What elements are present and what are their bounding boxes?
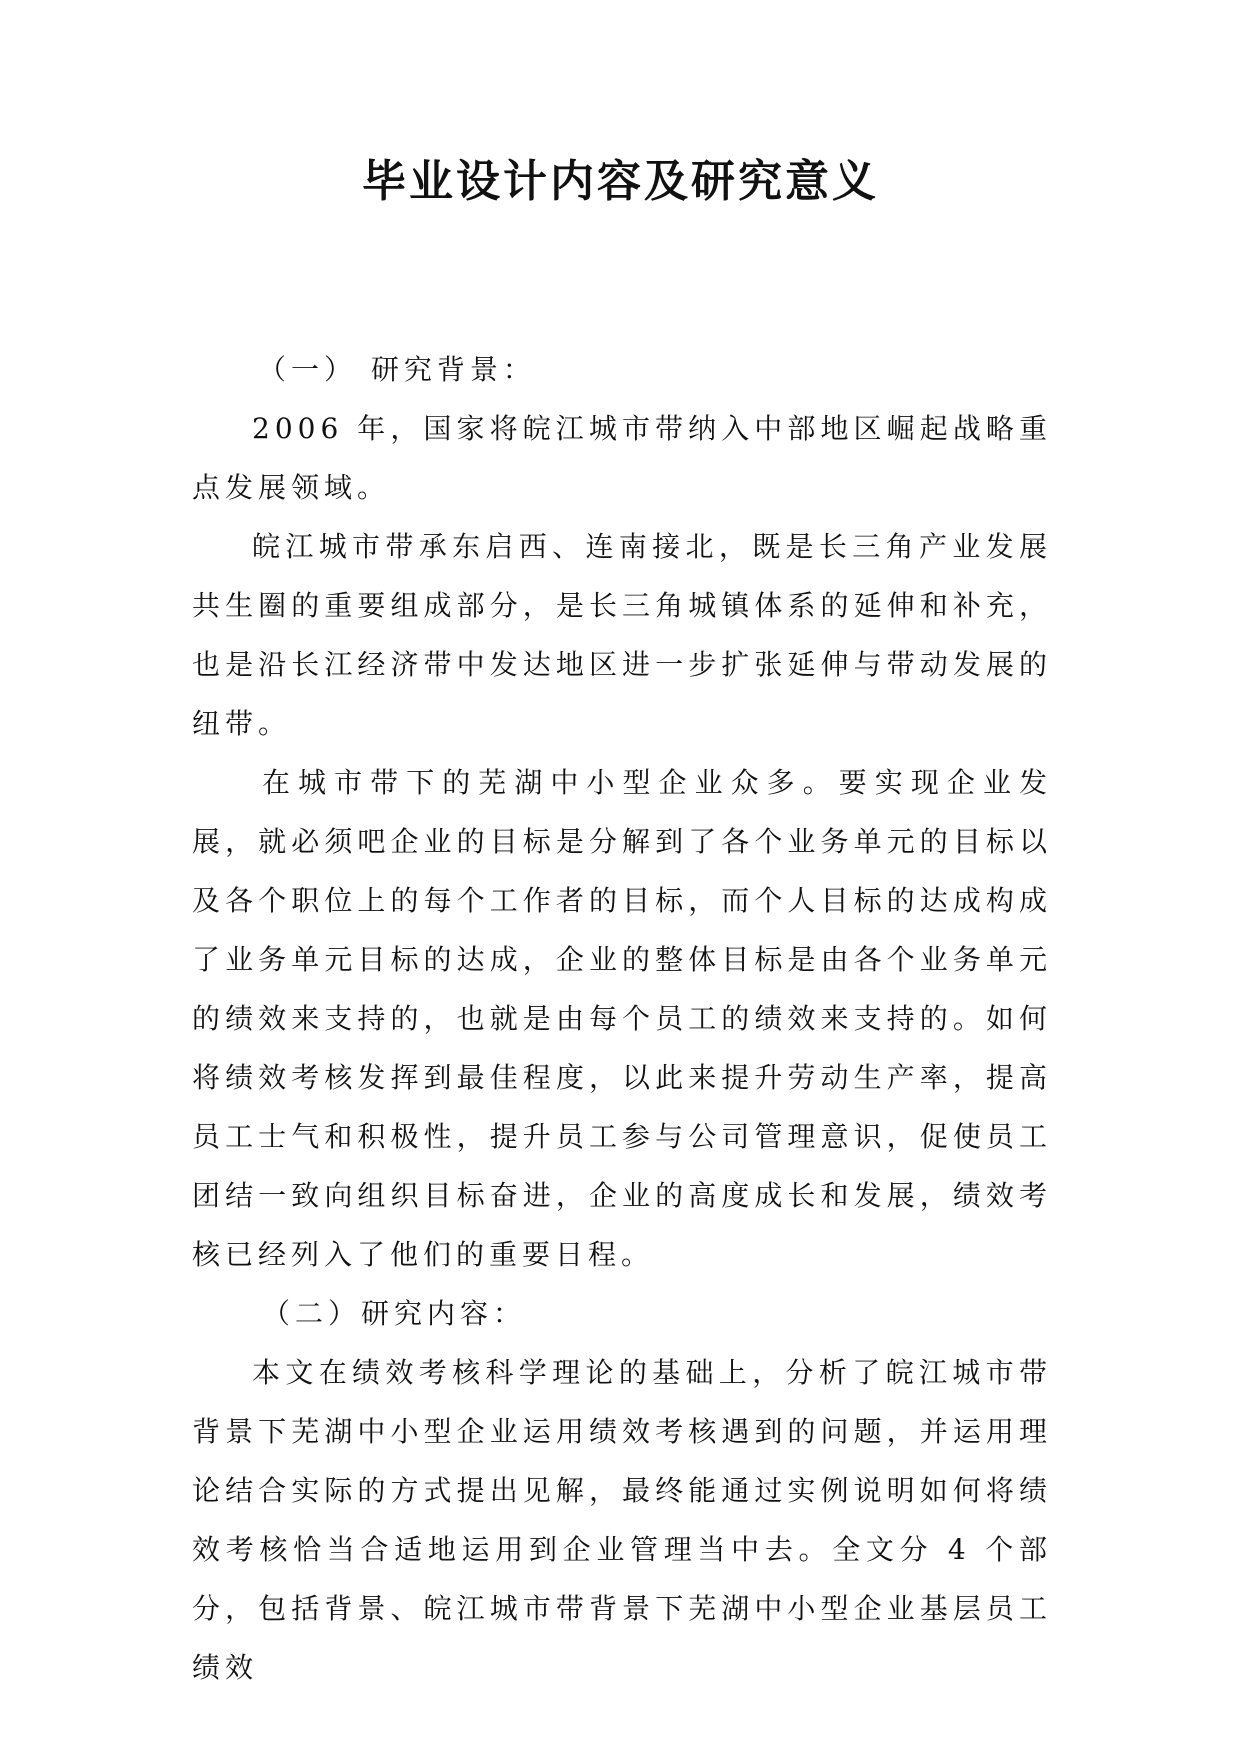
- section-heading-content: （二）研究内容：: [262, 1297, 527, 1330]
- document-title: 毕业设计内容及研究意义: [362, 156, 879, 207]
- paragraph-2: 皖江城市带承东启西、连南接北，既是长三角产业发展共生圈的重要组成部分，是长三角城镇体系的延伸和补充，也是沿长江经济带中发达地区进一步扩张延伸与带动发展的纽带。: [192, 530, 1052, 740]
- paragraph-3: 在城市带下的芜湖中小型企业众多。要实现企业发展，就必须吧企业的目标是分解到了各个业务单元的目标以及各个职位上的每个工作者的目标，而个人目标的达成构成了业务单元目标的达成，企业的整体目标是由各个业务单元的绩效来支持的，也就是由每个员工的绩效来支持的。如何将绩效考核发挥到最佳程度，以此来提升劳动生产率，提高员工士气和积极性，提升员工参与公司管理意识，促使员工团结一致向组织目标奋进，企业的高度成长和发展，绩效考核已经列入了他们的重要日程。: [192, 766, 1052, 1271]
- section-heading-background: （一） 研究背景：: [258, 353, 536, 386]
- document-body: [192, 340, 1052, 1697]
- paragraph-4: 本文在绩效考核科学理论的基础上，分析了皖江城市带背景下芜湖中小型企业运用绩效考核遇到的问题，并运用理论结合实际的方式提出见解，最终能通过实例说明如何将绩效考核恰当合适地运用到企业管理当中去。全文分 4 个部分，包括背景、皖江城市带背景下芜湖中小型企业基层员工绩效: [192, 1356, 1052, 1684]
- paragraph-1: 2006 年，国家将皖江城市带纳入中部地区崛起战略重点发展领域。: [192, 412, 1052, 504]
